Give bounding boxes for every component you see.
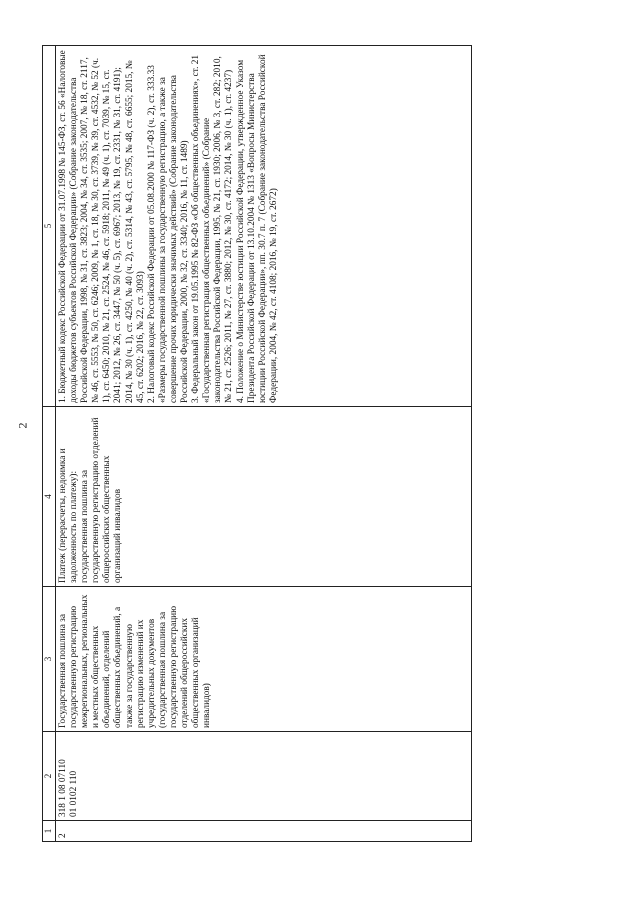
legal-basis-item-3: 3. Федеральный закон от 19.05.1995 № 82-ФЗ «Об общественных объединениях», ст. 21 «Государственная регистрация общественных объединений» (Собрание законодательства Российской Федерации, 1995, № 21, ст. 1930; 2006, № 3, ст. 282; 2010, № 21, ст. 2526; 2011, № 27, ст. 3880; 2012, № 30, ст. 4172; 2014, № 30 (ч. 1), ст. 4237) (191, 54, 235, 403)
page-number: 2 (15, 422, 30, 429)
table-row (56, 46, 472, 842)
header-col-4: 4 (43, 407, 56, 587)
code-line-1: 318 1 08 07110 (58, 759, 68, 817)
table-header-row (43, 46, 56, 842)
header-col-3: 3 (43, 587, 56, 732)
legal-basis-cell (56, 46, 472, 407)
header-col-5: 5 (43, 46, 56, 407)
rotated-table-container (42, 45, 472, 842)
row-number-cell: 2 (56, 821, 472, 842)
header-col-2: 2 (43, 732, 56, 821)
legal-basis-item-4: 4. Положение о Министерстве юстиции Российской Федерации, утвержденное Указом Президента Российской Федерации от 13.10.2004 № 1313 «Вопросы Министерства юстиции Российской Федерации», пп. 30.7 п. 7 (Собрание законодательства Российской Федерации, 2004, № 42, ст. 4108; 2016, № 19, ст. 2672) (235, 54, 279, 403)
code-line-2: 01 0102 110 (69, 770, 80, 817)
name-cell: Государственная пошлина за государственную регистрацию межрегиональных, региональных и местных общественных объединений, отделений общественных объединений, а также за государственную регистрацию изменений их учредительных документов (государственная пошлина за государственную регистрацию отделений общероссийских общественных организаций инвалидов) (56, 587, 472, 732)
legal-table (42, 45, 472, 842)
payment-cell: Платеж (перерасчеты, недоимка и задолженность по платежу): государственная пошлина за государственную регистрацию отделений общероссийских общественных организаций инвалидов (56, 407, 472, 587)
header-col-1: 1 (43, 821, 56, 842)
legal-basis-item-1: 1. Бюджетный кодекс Российской Федерации от 31.07.1998 № 145-ФЗ, ст. 56 «Налоговые доходы бюджетов субъектов Российской Федерации» (Собрание законодательства Российской Федерации, 1998, № 31, ст. 3823; 2004, № 34, ст. 3535; 2007, № 18, ст. 2117, № 46, ст. 5553, № 50, ст. 6246; 2009, № 1, ст. 18, № 30, ст. 3739, № 39, ст. 4532, № 52 (ч. 1), ст. 6450; 2010, № 21, ст. 2524, № 46, ст. 5918; 2011, № 49 (ч. 1), ст. 7039, № 15, ст. 2041; 2012, № 26, ст. 3447, № 50 (ч. 5), ст. 6967; 2013, № 19, ст. 2331, № 31, ст. 4191); 2014, № 30 (ч. 1), ст. 4250, № 40 (ч. 2), ст. 5314, № 43, ст. 5795, № 48, ст. 6655; 2015, № 45, ст. 6202; 2016, № 22, ст. 3093) (58, 50, 146, 403)
code-cell (56, 732, 472, 821)
legal-basis-item-2: 2. Налоговый кодекс Российской Федерации от 05.08.2000 № 117-ФЗ (ч. 2), ст. 333.33 «Размеры государственной пошлины за государственную регистрацию, а также за совершение прочих юридически значимых действий» (Собрание законодательства Российской Федерации, 2000, № 32, ст. 3340; 2016, № 11, ст. 1489) (146, 65, 191, 403)
